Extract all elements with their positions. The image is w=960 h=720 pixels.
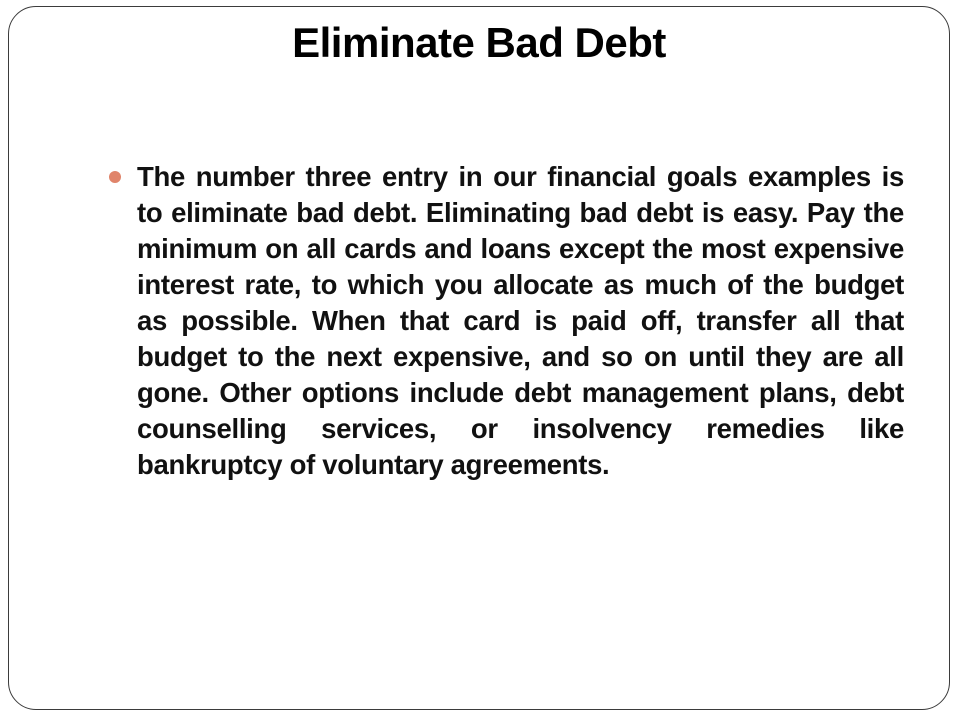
bullet-item	[109, 159, 904, 483]
slide-frame	[8, 6, 950, 710]
bullet-list	[109, 159, 904, 483]
bullet-dot-icon	[109, 171, 121, 183]
slide-title: Eliminate Bad Debt	[292, 19, 666, 66]
bullet-text: The number three entry in our financial goals examples is to eliminate bad debt. Eliminating bad debt is easy. Pay the minimum on all cards and loans except the most expensive interest rate, to which you allocate as much of the budget as possible. When that card is paid off, transfer all that budget to the next expensive, and so on until they are all gone. Other options include debt management plans, debt counselling services, or insolvency remedies like bankruptcy of voluntary agreements.	[137, 161, 904, 480]
